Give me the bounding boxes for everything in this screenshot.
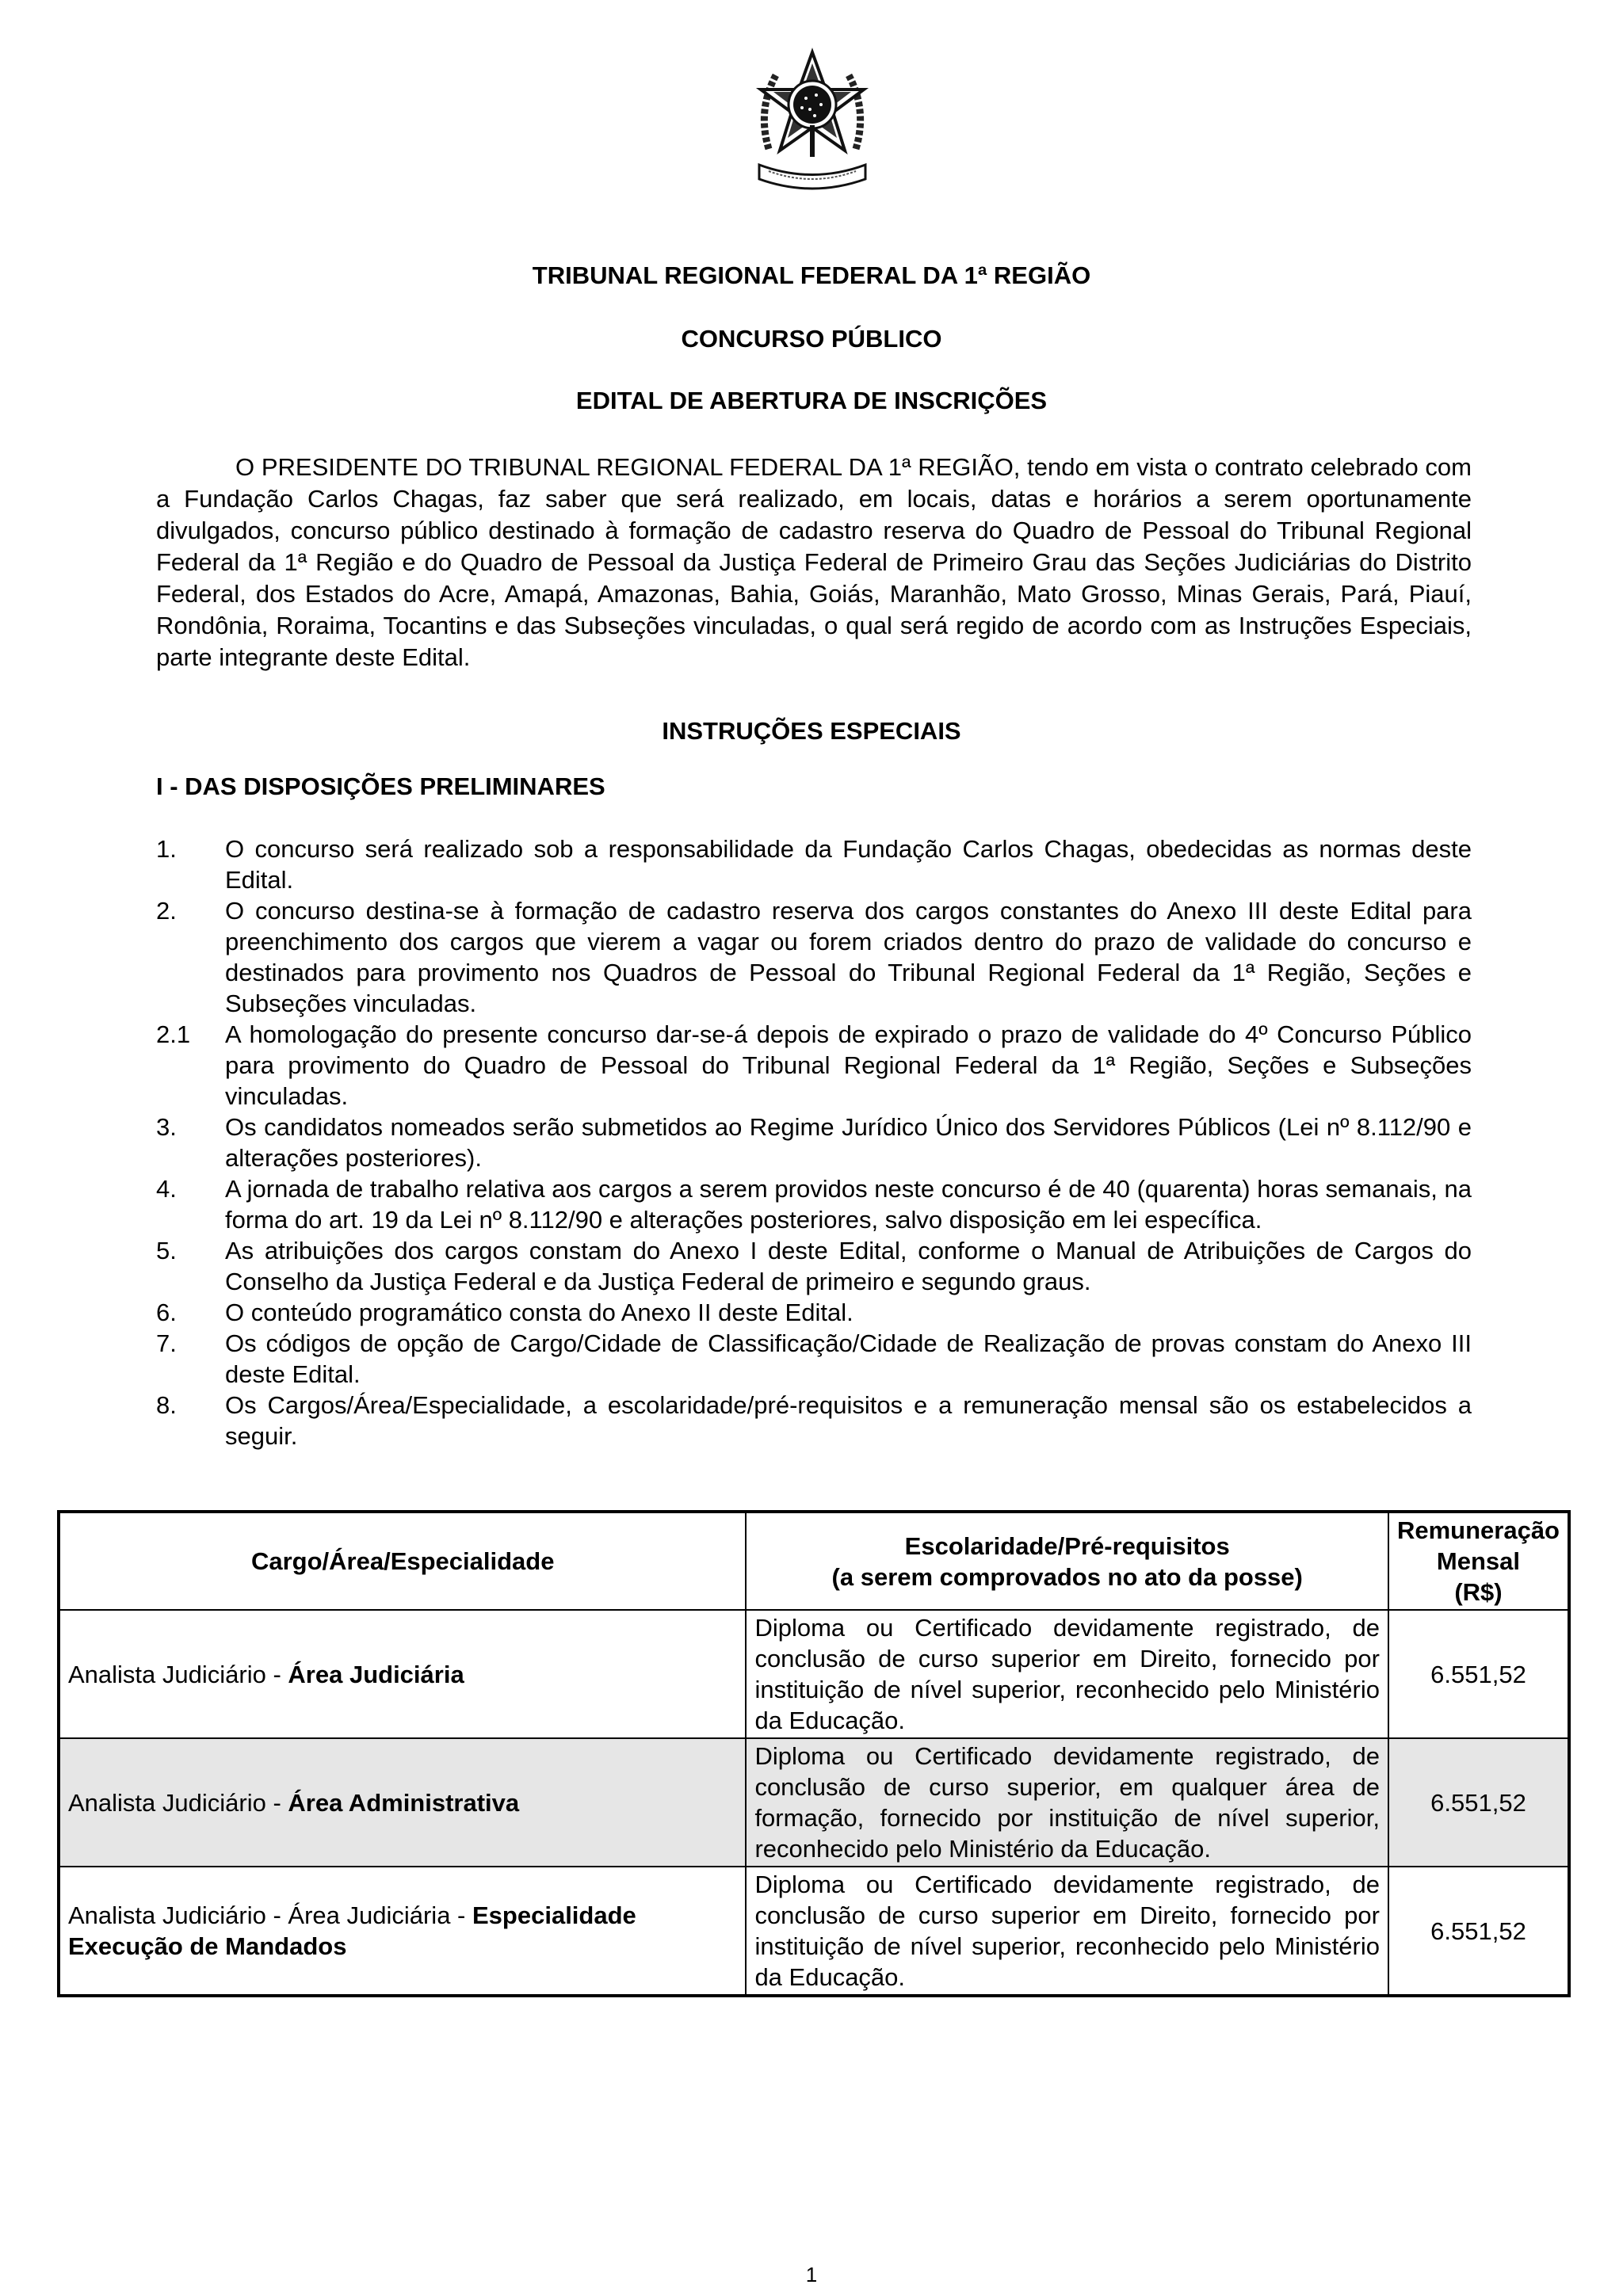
positions-table [57, 1510, 1571, 1997]
instrucoes-heading: INSTRUÇÕES ESPECIAIS [662, 717, 961, 745]
header-escolaridade [746, 1512, 1388, 1610]
item-text: Os códigos de opção de Cargo/Cidade de Classificação/Cidade de Realização de provas constam do Anexo III deste Edital. [225, 1329, 1472, 1388]
item-text: Os candidatos nomeados serão submetidos ao Regime Jurídico Único dos Servidores Públicos (Lei nº 8.112/90 e alterações posteriores). [225, 1113, 1472, 1172]
remuneracao-cell: 6.551,52 [1388, 1867, 1569, 1996]
header-remuneracao [1388, 1512, 1569, 1610]
table-row [59, 1867, 1569, 1996]
cargo-area: Área Judiciária [288, 1660, 464, 1688]
header-escolaridade-line2: (a serem comprovados no ato da posse) [831, 1562, 1303, 1591]
remuneracao-cell: 6.551,52 [1388, 1610, 1569, 1738]
cargo-prefix: Analista Judiciário - [68, 1660, 288, 1688]
section-heading: I - DAS DISPOSIÇÕES PRELIMINARES [156, 772, 605, 800]
table-row [59, 1738, 1569, 1867]
edital-heading: EDITAL DE ABERTURA DE INSCRIÇÕES [575, 387, 1048, 414]
item-text: O conteúdo programático consta do Anexo II deste Edital. [225, 1299, 854, 1326]
provisions-list [156, 833, 1472, 1451]
header-remuneracao-line3: (R$) [1454, 1578, 1503, 1606]
item-text: Os Cargos/Área/Especialidade, a escolaridade/pré-requisitos e a remuneração mensal são os estabelecidos a seguir. [225, 1391, 1472, 1450]
escolaridade-cell: Diploma ou Certificado devidamente registrado, de conclusão de curso superior, em qualquer área de formação, fornecido por instituição de nível superior, reconhecido pelo Ministério da Educação. [746, 1738, 1388, 1867]
document-title: TRIBUNAL REGIONAL FEDERAL DA 1ª REGIÃO [532, 261, 1091, 289]
item-text: O concurso destina-se à formação de cadastro reserva dos cargos constantes do Anexo III deste Edital para preenchimento dos cargos que vierem a vagar ou forem criados dentro do prazo de validade do concurso e destinados para provimento nos Quadros de Pessoal do Tribunal Regional Federal da 1ª Região, Seções e Subseções vinculadas. [225, 897, 1472, 1017]
cargo-cell [59, 1867, 746, 1996]
list-item [156, 1297, 1472, 1328]
item-text: A jornada de trabalho relativa aos cargos a serem providos neste concurso é de 40 (quarenta) horas semanais, na forma do art. 19 da Lei nº 8.112/90 e alterações posteriores, salvo disposição em lei específica. [225, 1175, 1472, 1234]
item-number: 2. [156, 897, 177, 925]
item-number: 1. [156, 835, 177, 863]
table-row [59, 1610, 1569, 1738]
item-number: 2.1 [156, 1020, 191, 1048]
list-item [156, 1390, 1472, 1451]
intro-paragraph: O PRESIDENTE DO TRIBUNAL REGIONAL FEDERAL DA 1ª REGIÃO, tendo em vista o contrato celebrado com a Fundação Carlos Chagas, faz saber que será realizado, em locais, datas e horários a serem oportunamente divulgados, concurso público destinado à formação de cadastro reserva do Quadro de Pessoal do Tribunal Regional Federal da 1ª Região e do Quadro de Pessoal da Justiça Federal de Primeiro Grau das Seções Judiciárias do Distrito Federal, dos Estados do Acre, Amapá, Amazonas, Bahia, Goiás, Maranhão, Mato Grosso, Minas Gerais, Pará, Piauí, Rondônia, Roraima, Tocantins e das Subseções vinculadas, o qual será regido de acordo com as Instruções Especiais, parte integrante deste Edital. [156, 453, 1472, 671]
list-item [156, 895, 1472, 1019]
item-text: O concurso será realizado sob a responsabilidade da Fundação Carlos Chagas, obedecidas as normas deste Edital. [225, 835, 1472, 894]
escolaridade-cell: Diploma ou Certificado devidamente registrado, de conclusão de curso superior em Direito, fornecido por instituição de nível superior, reconhecido pelo Ministério da Educação. [746, 1610, 1388, 1738]
item-text: As atribuições dos cargos constam do Anexo I deste Edital, conforme o Manual de Atribuições de Cargos do Conselho da Justiça Federal e da Justiça Federal de primeiro e segundo graus. [225, 1237, 1472, 1295]
item-number: 8. [156, 1391, 177, 1419]
list-item [156, 833, 1472, 895]
document-subtitle: CONCURSO PÚBLICO [681, 325, 942, 353]
cargo-prefix: Analista Judiciário - Área Judiciária - [68, 1901, 472, 1929]
item-number: 4. [156, 1175, 177, 1203]
cargo-cell [59, 1738, 746, 1867]
page-number: 1 [805, 2263, 818, 2286]
item-number: 6. [156, 1299, 177, 1326]
brazil-coat-of-arms-icon [753, 46, 872, 198]
cargo-specialty: Especialidade Execução de Mandados [68, 1901, 636, 1960]
cargo-prefix: Analista Judiciário - [68, 1788, 288, 1817]
list-item [156, 1235, 1472, 1297]
item-text: A homologação do presente concurso dar-se-á depois de expirado o prazo de validade do 4º Concurso Público para provimento do Quadro de Pessoal do Tribunal Regional Federal da 1ª Região, Seções e Subseções vinculadas. [225, 1020, 1472, 1110]
list-item [156, 1173, 1472, 1235]
header-cargo: Cargo/Área/Especialidade [59, 1512, 746, 1610]
list-item [156, 1328, 1472, 1390]
header-escolaridade-line1: Escolaridade/Pré-requisitos [904, 1531, 1230, 1560]
cargo-area: Área Administrativa [288, 1788, 520, 1817]
table-header-row [59, 1512, 1569, 1610]
escolaridade-cell: Diploma ou Certificado devidamente registrado, de conclusão de curso superior em Direito, fornecido por instituição de nível superior, reconhecido pelo Ministério da Educação. [746, 1867, 1388, 1996]
remuneracao-cell: 6.551,52 [1388, 1738, 1569, 1867]
item-number: 7. [156, 1329, 177, 1357]
list-item [156, 1112, 1472, 1173]
item-number: 5. [156, 1237, 177, 1264]
header-remuneracao-line2: Mensal [1436, 1547, 1521, 1575]
list-item [156, 1019, 1472, 1112]
item-number: 3. [156, 1113, 177, 1141]
cargo-cell [59, 1610, 746, 1738]
header-remuneracao-line1: Remuneração [1396, 1516, 1560, 1544]
